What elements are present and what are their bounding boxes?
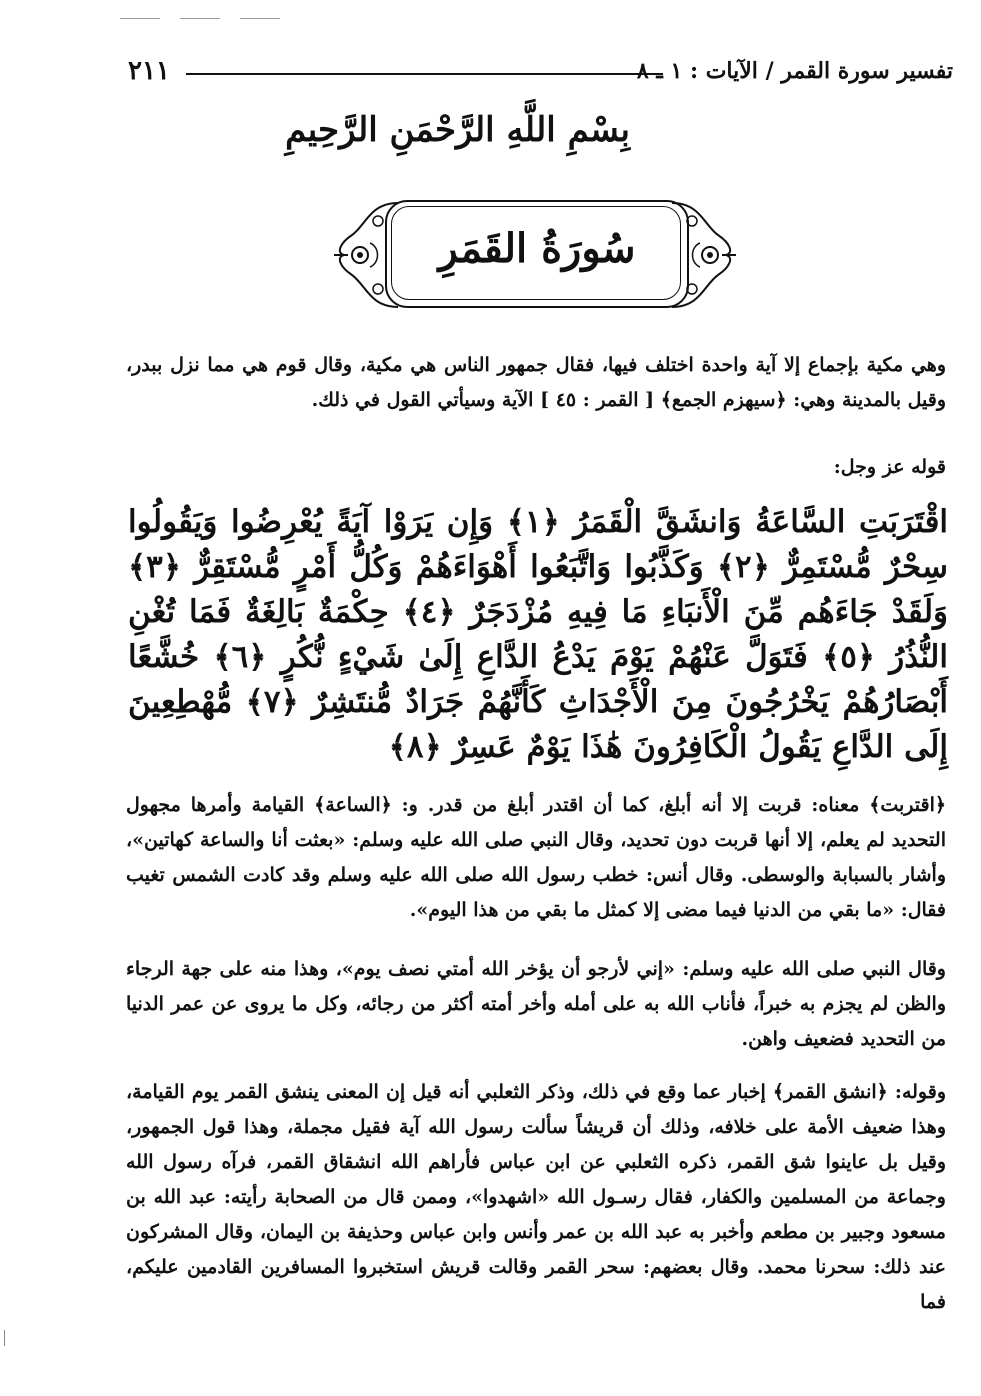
intro-lead-in: قوله عز وجل:: [833, 456, 946, 478]
basmala: بِسْمِ اللَّهِ الرَّحْمَنِ الرَّحِيمِ: [285, 110, 630, 150]
page-number: ٢١١: [128, 56, 170, 86]
commentary-paragraph-1: ﴿اقتربت﴾ معناه: قربت إلا أنه أبلغ، كما أن اقتدر أبلغ من قدر. و: ﴿الساعة﴾ القيامة وأمرها مجهول التحديد لم يعلم، إلا أنها قربت دون تحديد، وقال النبي صلى الله عليه وسلم: «بعثت أنا والساعة كهاتين»، وأشار بالسبابة والوسطى. وقال أنس: خطب رسول الله صلى الله عليه وسلم وقد كادت الشمس تغيب فقال: «ما بقي من الدنيا فيما مضى إلا كمثل ما بقي من هذا اليوم».: [126, 794, 946, 921]
surah-title: سُورَةُ القَمَرِ: [438, 225, 636, 272]
commentary-paragraph-3: وقوله: ﴿انشق القمر﴾ إخبار عما وقع في ذلك، وذكر الثعلبي أنه قيل إن المعنى ينشق القمر يوم القيامة، وهذا ضعيف الأمة على خلافه، وذلك أن قريشاً سألت رسول الله آية فقيل مجملة، وهذا قول الجمهور، وقيل بل عاينوا شق القمر، ذكره الثعلبي عن ابن عباس فأراهم الله انشقاق القمر، فرآه رسول الله وجماعة من المسلمين والكفار، فقال رسـول الله «اشهدوا»، وممن قال من الصحابة رأيته: عبد الله بن مسعود وجبير بن مطعم وأخبر به عبد الله بن عمر وأنس وابن عباس وحذيفة بن اليمان، وقال المشركون عند ذلك: سحرنا محمد. وقال بعضهم: سحر القمر وقالت قريش استخبروا المسافرين القادمين عليكم، فما: [126, 1081, 946, 1313]
quran-verses: اقْتَرَبَتِ السَّاعَةُ وَانشَقَّ الْقَمَرُ ﴿١﴾ وَإِن يَرَوْا آيَةً يُعْرِضُوا وَيَقُولُوا سِحْرٌ مُّسْتَمِرٌّ ﴿٢﴾ وَكَذَّبُوا وَاتَّبَعُوا أَهْوَاءَهُمْ وَكُلُّ أَمْرٍ مُّسْتَقِرٌّ ﴿٣﴾ وَلَقَدْ جَاءَهُم مِّنَ الْأَنبَاءِ مَا فِيهِ مُزْدَجَرٌ ﴿٤﴾ حِكْمَةٌ بَالِغَةٌ فَمَا تُغْنِ النُّذُرُ ﴿٥﴾ فَتَوَلَّ عَنْهُمْ يَوْمَ يَدْعُ الدَّاعِ إِلَىٰ شَيْءٍ نُّكُرٍ ﴿٦﴾ خُشَّعًا أَبْصَارُهُمْ يَخْرُجُونَ مِنَ الْأَجْدَاثِ كَأَنَّهُمْ جَرَادٌ مُّنتَشِرٌ ﴿٧﴾ مُّهْطِعِينَ إِلَى الدَّاعِ يَقُولُ الْكَافِرُونَ هَٰذَا يَوْمٌ عَسِرٌ ﴿٨﴾: [128, 504, 949, 765]
surah-title-frame: [330, 195, 740, 315]
intro-paragraph: وهي مكية بإجماع إلا آية واحدة اختلف فيها، فقال جمهور الناس هي مكية، وقال قوم هي مما نزل ببدر، وقيل بالمدينة وهي: ﴿سيهزم الجمع﴾ [ القمر : ٤٥ ] الآية وسيأتي القول في ذلك.: [126, 354, 946, 411]
header-rule: [186, 73, 663, 75]
header-title: تفسير سورة القمر / الآيات : ١ ـ ٨: [636, 58, 953, 84]
right-ornament-icon: [670, 195, 740, 315]
margin-mark: [4, 1330, 5, 1346]
running-header: [128, 52, 953, 88]
scan-marks: [120, 4, 300, 6]
commentary-paragraph-2: وقال النبي صلى الله عليه وسلم: «إني لأرجو أن يؤخر الله أمتي نصف يوم»، وهذا منه على جهة الرجاء والظن لم يجزم به خبراً، فأناب الله به على أمله وأخر أمته أكثر من رجائه، وكل ما يروى عن عمر الدنيا من التحديد فضعيف واهن.: [126, 958, 946, 1050]
